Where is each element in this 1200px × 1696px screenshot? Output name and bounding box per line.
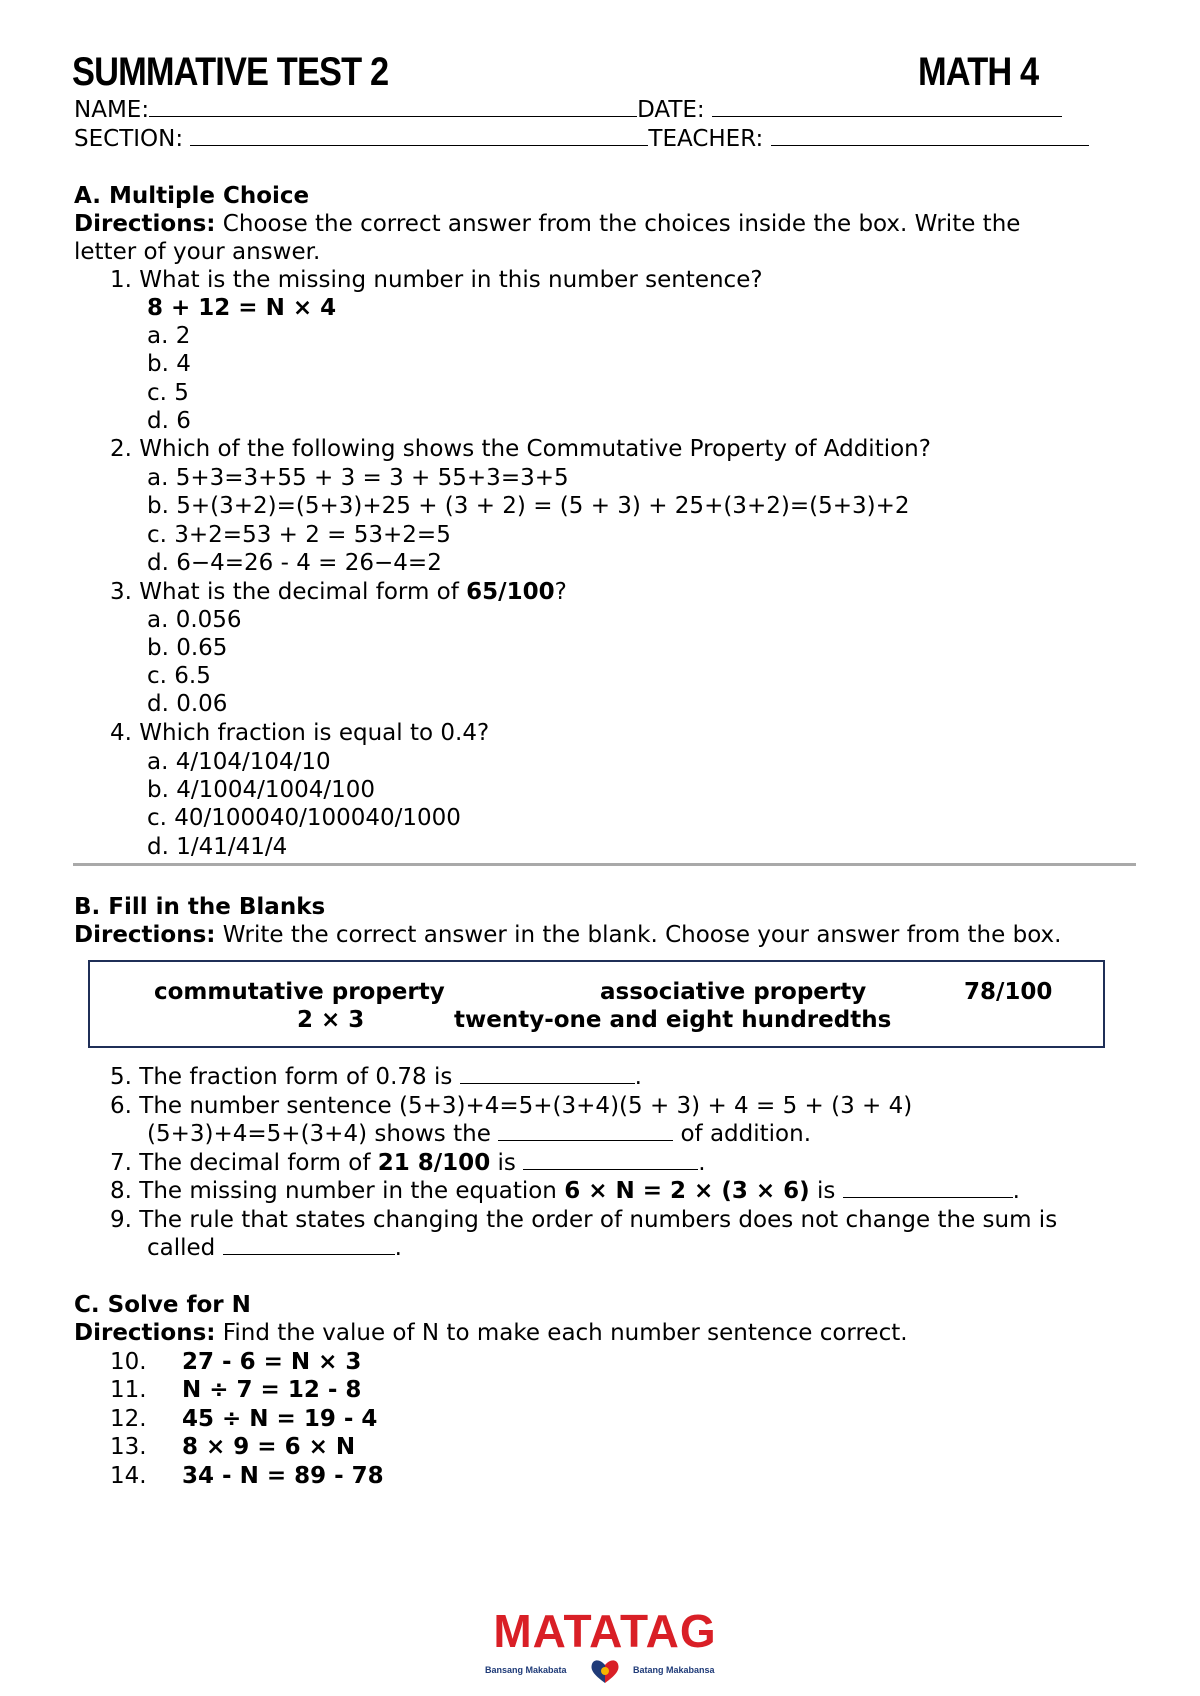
question-5: 5. The fraction form of 0.78 is . bbox=[110, 1064, 642, 1090]
question-1: 1. What is the missing number in this number sentence? bbox=[110, 267, 763, 293]
question-9: 9. The rule that states changing the order of numbers does not change the sum is bbox=[110, 1207, 1058, 1233]
section-blank[interactable] bbox=[190, 125, 648, 146]
part-a-heading: A. Multiple Choice bbox=[74, 183, 310, 209]
logo-wordmark: MATATAG bbox=[493, 1605, 717, 1657]
heart-hands-icon bbox=[588, 1657, 622, 1685]
word-bank-item: 78/100 bbox=[964, 979, 1053, 1005]
q2-option-b[interactable]: b. 5+(3+2)=(5+3)+25 + (3 + 2) = (5 + 3) + 25+(3+2)=(5+3)+2 bbox=[147, 493, 910, 519]
question-7: 7. The decimal form of 21 8/100 is . bbox=[110, 1150, 706, 1176]
q2-option-d[interactable]: d. 6−4=26 - 4 = 26−4=2 bbox=[147, 550, 442, 576]
word-bank-box bbox=[88, 960, 1105, 1048]
word-bank-item: twenty-one and eight hundredths bbox=[454, 1007, 892, 1033]
part-a-directions: Directions: Choose the correct answer from the choices inside the box. Write the bbox=[74, 211, 1021, 237]
date-label: DATE: bbox=[637, 97, 705, 123]
question-2: 2. Which of the following shows the Commutative Property of Addition? bbox=[110, 436, 931, 462]
question-6: 6. The number sentence (5+3)+4=5+(3+4)(5 + 3) + 4 = 5 + (3 + 4) bbox=[110, 1093, 913, 1119]
q3-option-c[interactable]: c. 6.5 bbox=[147, 663, 211, 689]
logo-tagline-left: Bansang Makabata bbox=[485, 1665, 567, 1675]
answer-blank-7[interactable] bbox=[523, 1149, 698, 1170]
name-blank[interactable] bbox=[149, 96, 637, 117]
part-b-heading: B. Fill in the Blanks bbox=[74, 894, 326, 920]
part-b-directions: Directions: Write the correct answer in the blank. Choose your answer from the box. bbox=[74, 922, 1062, 948]
matatag-logo bbox=[485, 1607, 725, 1687]
problem-11: 11. N ÷ 7 = 12 - 8 bbox=[110, 1377, 362, 1403]
answer-blank-5[interactable] bbox=[460, 1063, 635, 1084]
q3-option-a[interactable]: a. 0.056 bbox=[147, 607, 242, 633]
q2-option-c[interactable]: c. 3+2=53 + 2 = 53+2=5 bbox=[147, 522, 451, 548]
question-3: 3. What is the decimal form of 65/100? bbox=[110, 579, 567, 605]
question-1-equation: 8 + 12 = N × 4 bbox=[147, 295, 337, 321]
subject-title: MATH 4 bbox=[918, 50, 1039, 94]
teacher-label: TEACHER: bbox=[648, 126, 764, 152]
part-c-directions: Directions: Find the value of N to make each number sentence correct. bbox=[74, 1320, 908, 1346]
problem-12: 12. 45 ÷ N = 19 - 4 bbox=[110, 1406, 378, 1432]
logo-tagline-right: Batang Makabansa bbox=[633, 1665, 715, 1675]
teacher-blank[interactable] bbox=[771, 125, 1089, 146]
q1-option-b[interactable]: b. 4 bbox=[147, 351, 191, 377]
question-4: 4. Which fraction is equal to 0.4? bbox=[110, 720, 490, 746]
q1-option-c[interactable]: c. 5 bbox=[147, 380, 189, 406]
q1-option-d[interactable]: d. 6 bbox=[147, 408, 191, 434]
q4-option-b[interactable]: b. 4/1004/1004/100 bbox=[147, 777, 376, 803]
q2-option-a[interactable]: a. 5+3=3+55 + 3 = 3 + 55+3=3+5 bbox=[147, 465, 569, 491]
word-bank-item: commutative property bbox=[154, 979, 445, 1005]
q3-option-b[interactable]: b. 0.65 bbox=[147, 635, 228, 661]
q1-option-a[interactable]: a. 2 bbox=[147, 323, 191, 349]
question-9-cont: called . bbox=[147, 1235, 402, 1261]
word-bank-item: associative property bbox=[600, 979, 867, 1005]
problem-13: 13. 8 × 9 = 6 × N bbox=[110, 1434, 356, 1460]
answer-blank-9[interactable] bbox=[223, 1234, 395, 1255]
answer-blank-6[interactable] bbox=[498, 1120, 673, 1141]
part-c-heading: C. Solve for N bbox=[74, 1292, 251, 1318]
date-blank[interactable] bbox=[712, 96, 1062, 117]
problem-10: 10. 27 - 6 = N × 3 bbox=[110, 1349, 362, 1375]
name-date-row bbox=[74, 96, 1062, 125]
q3-option-d[interactable]: d. 0.06 bbox=[147, 691, 228, 717]
part-a-directions-cont: letter of your answer. bbox=[74, 239, 321, 265]
problem-14: 14. 34 - N = 89 - 78 bbox=[110, 1463, 384, 1489]
word-bank-item: 2 × 3 bbox=[297, 1007, 365, 1033]
q4-option-d[interactable]: d. 1/41/41/4 bbox=[147, 834, 288, 860]
question-8: 8. The missing number in the equation 6 × N = 2 × (3 × 6) is . bbox=[110, 1178, 1020, 1204]
section-divider bbox=[73, 863, 1136, 866]
q4-option-a[interactable]: a. 4/104/104/10 bbox=[147, 749, 331, 775]
name-label: NAME: bbox=[74, 97, 150, 123]
q4-option-c[interactable]: c. 40/100040/100040/1000 bbox=[147, 805, 461, 831]
section-teacher-row bbox=[74, 125, 1089, 154]
answer-blank-8[interactable] bbox=[843, 1177, 1013, 1198]
test-title: SUMMATIVE TEST 2 bbox=[72, 50, 389, 94]
question-6-cont: (5+3)+4=5+(3+4) shows the of addition. bbox=[147, 1121, 812, 1147]
section-label: SECTION: bbox=[74, 126, 184, 152]
